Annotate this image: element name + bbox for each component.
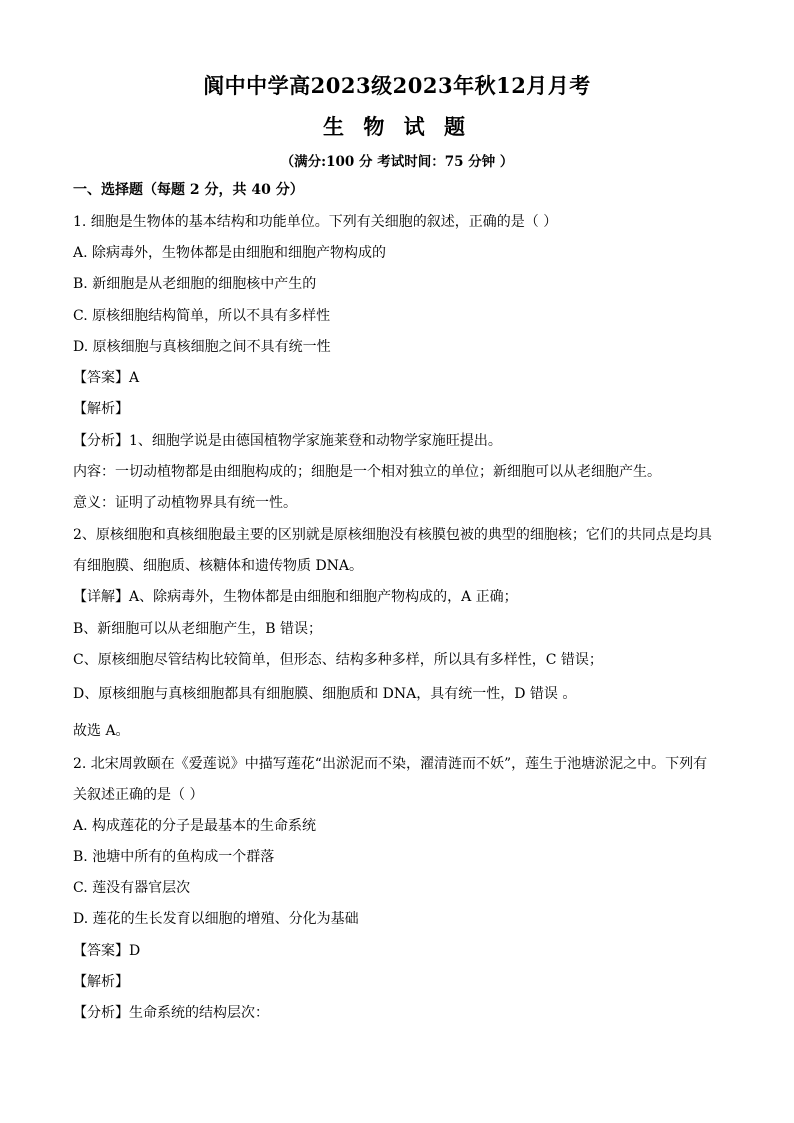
q1-analysis-line: 意义：证明了动植物界具有统一性。 <box>73 495 297 511</box>
q1-analysis-label: 【解析】 <box>73 401 129 417</box>
q1-option-d: D. 原核细胞与真核细胞之间不具有统一性 <box>73 339 331 355</box>
q1-analysis-line: 【分析】1、细胞学说是由德国植物学家施莱登和动物学家施旺提出。 <box>73 433 502 449</box>
q2-stem: 2. 北宋周敦颐在《爱莲说》中描写莲花“出淤泥而不染，濯清涟而不妖”，莲生于池塘淤泥之中。下列有 <box>73 756 708 772</box>
q2-answer: 【答案】D <box>73 943 141 959</box>
q2-stem: 关叙述正确的是（ ） <box>73 787 204 803</box>
q1-analysis-line: 2、原核细胞和真核细胞最主要的区别就是原核细胞没有核膜包被的典型的细胞核；它们的共同点是均具 <box>73 527 712 543</box>
q2-option-a: A. 构成莲花的分子是最基本的生命系统 <box>73 818 317 834</box>
q2-option-b: B. 池塘中所有的鱼构成一个群落 <box>73 849 275 865</box>
q1-option-c: C. 原核细胞结构简单，所以不具有多样性 <box>73 308 331 324</box>
q2-analysis-label: 【解析】 <box>73 974 129 990</box>
subject-title: 生 物 试 题 <box>323 114 471 139</box>
q2-analysis-line: 【分析】生命系统的结构层次： <box>73 1005 269 1021</box>
exam-title: 阆中中学高2023级2023年秋12月月考 <box>203 73 591 98</box>
exam-meta: （满分:100 分 考试时间：75 分钟 ） <box>280 154 514 170</box>
q1-choice: 故选 A。 <box>73 723 130 739</box>
q1-analysis-line: 内容：一切动植物都是由细胞构成的；细胞是一个相对独立的单位；新细胞可以从老细胞产生。 <box>73 464 661 480</box>
q1-detail-line: 【详解】A、除病毒外，生物体都是由细胞和细胞产物构成的，A 正确； <box>73 589 518 605</box>
q1-answer: 【答案】A <box>73 370 140 386</box>
q1-stem: 1. 细胞是生物体的基本结构和功能单位。下列有关细胞的叙述，正确的是（ ） <box>73 214 558 230</box>
q1-option-b: B. 新细胞是从老细胞的细胞核中产生的 <box>73 276 317 292</box>
q1-analysis-line: 有细胞膜、细胞质、核糖体和遗传物质 DNA。 <box>73 558 364 574</box>
q1-option-a: A. 除病毒外，生物体都是由细胞和细胞产物构成的 <box>73 245 387 261</box>
q1-detail-line: C、原核细胞尽管结构比较简单，但形态、结构多种多样，所以具有多样性，C 错误； <box>73 652 603 668</box>
q1-detail-line: D、原核细胞与真核细胞都具有细胞膜、细胞质和 DNA，具有统一性，D 错误 。 <box>73 686 577 702</box>
section-heading: 一、选择题（每题 2 分，共 40 分） <box>73 182 304 198</box>
q2-option-c: C. 莲没有器官层次 <box>73 880 191 896</box>
q2-option-d: D. 莲花的生长发育以细胞的增殖、分化为基础 <box>73 911 359 927</box>
q1-detail-line: B、新细胞可以从老细胞产生，B 错误； <box>73 621 323 637</box>
